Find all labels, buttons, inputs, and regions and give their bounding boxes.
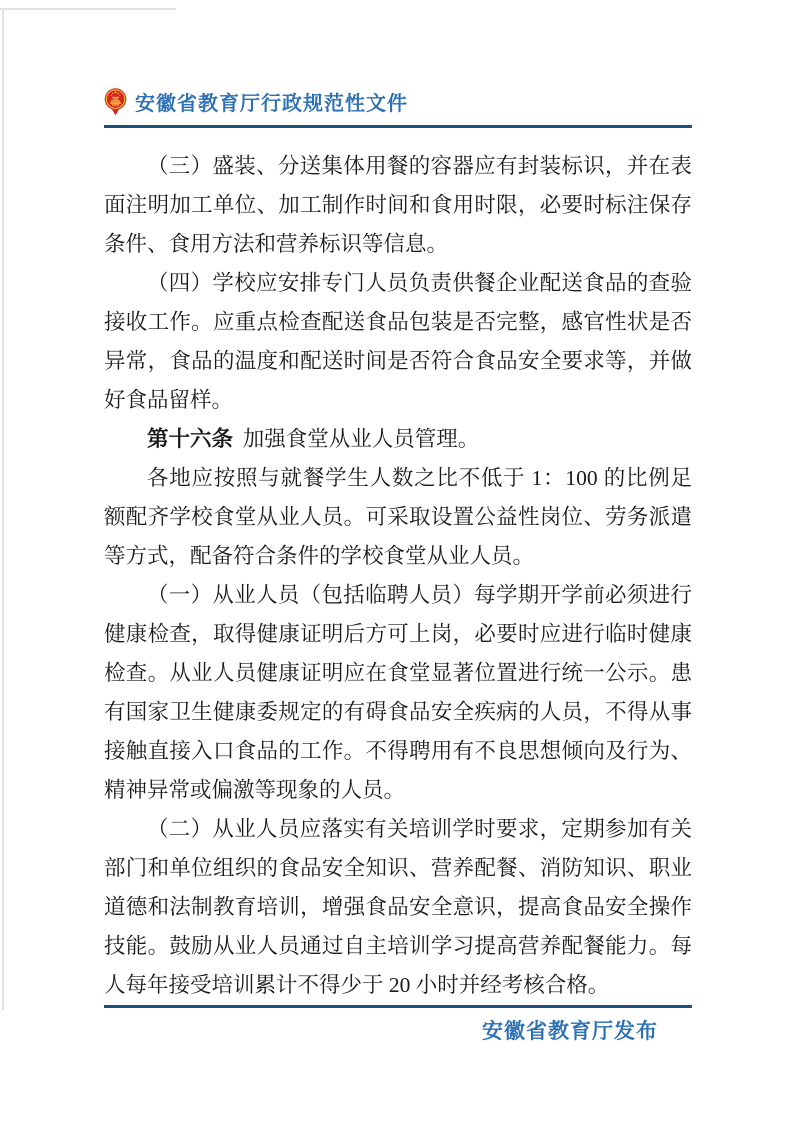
paragraph-item-er [104,810,692,1005]
paragraph-text: （四）学校应安排专门人员负责供餐企业配送食品的查验接收工作。应重点检查配送食品包装是否完整，感官性状是否异常，食品的温度和配送时间是否符合食品安全要求等，并做好食品留样。 [104,271,692,412]
document-header [104,86,692,116]
paragraph-text: （三）盛装、分送集体用餐的容器应有封装标识，并在表面注明加工单位、加工制作时间和食用时限，必要时标注保存条件、食用方法和营养标识等信息。 [104,154,692,256]
footer-rule [104,1005,692,1008]
document-header-title: 安徽省教育厅行政规范性文件 [135,92,408,115]
paragraph-item-ratio [104,459,692,576]
page-edge-left [2,8,4,1010]
paragraph-text: 各地应按照与就餐学生人数之比不低于 1：100 的比例足额配齐学校食堂从业人员。可采取设置公益性岗位、劳务派遣等方式，配备符合条件的学校食堂从业人员。 [104,466,692,568]
paragraph-text: （一）从业人员（包括临聘人员）每学期开学前必须进行健康检查，取得健康证明后方可上岗，必要时应进行临时健康检查。从业人员健康证明应在食堂显著位置进行统一公示。患有国家卫生健康委规定的有碍食品安全疾病的人员，不得从事接触直接入口食品的工作。不得聘用有不良思想倾向及行为、精神异常或偏激等现象的人员。 [104,583,692,802]
publisher-label: 安徽省教育厅发布 [482,1020,658,1043]
paragraph-article-16 [104,420,692,459]
paragraph-text: 加强食堂从业人员管理。 [242,427,480,451]
article-number: 第十六条 [147,427,234,451]
paragraph-item-san [104,147,692,264]
paragraph-text: （二）从业人员应落实有关培训学时要求，定期参加有关部门和单位组织的食品安全知识、营养配餐、消防知识、职业道德和法制教育培训，增强食品安全意识，提高食品安全操作技能。鼓励从业人员通过自主培训学习提高营养配餐能力。每人每年接受培训累计不得少于 20 小时并经考核合格。 [104,817,692,997]
paragraph-item-yi [104,576,692,810]
header-rule [104,125,692,128]
paragraph-item-si [104,264,692,420]
document-body [104,147,692,1005]
national-emblem-icon [104,87,127,116]
page-content [104,0,692,1045]
